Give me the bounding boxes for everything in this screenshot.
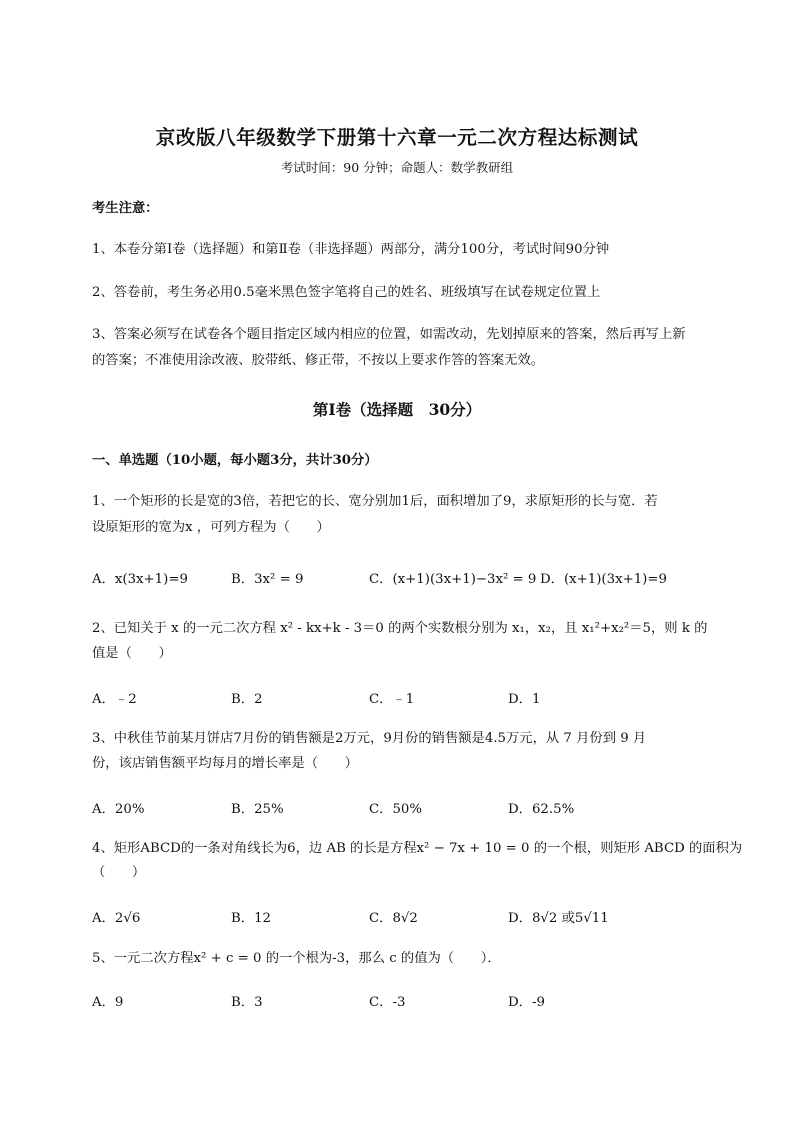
question-3-line-2: 份，该店销售额平均每月的增长率是（ ） [92,756,358,771]
question-3-option-c[interactable]: C．50% [369,802,423,817]
question-2-line-1: 2、已知关于 x 的一元二次方程 x² - kx+k - 3＝0 的两个实数根分别为 x₁，x₂，且 x₁²+x₂²＝5，则 k 的 [92,621,708,636]
question-1-option-d[interactable]: D．(x+1)(3x+1)=9 [540,572,667,587]
question-5-option-c[interactable]: C．-3 [369,995,406,1010]
notice-item-3: 3、答案必须写在试卷各个题目指定区域内相应的位置，如需改动，先划掉原来的答案，然后再写上新 [92,327,686,342]
question-3-option-a[interactable]: A．20% [92,802,145,817]
section-title: 第Ⅰ卷（选择题 30分） [312,400,482,419]
question-4-line-1: 4、矩形ABCD的一条对角线长为6，边 AB 的长是方程x² − 7x + 10 = 0 的一个根，则矩形 ABCD 的面积为 [92,841,743,856]
notice-item-3-cont: 的答案；不准使用涂改液、胶带纸、修正带，不按以上要求作答的答案无效。 [92,353,545,368]
question-3-option-b[interactable]: B．25% [231,802,284,817]
question-5-option-b[interactable]: B．3 [231,995,263,1010]
question-4-option-c[interactable]: C．8√2 [369,911,418,926]
question-4-option-b[interactable]: B．12 [231,911,271,926]
question-1-line-2: 设原矩形的宽为x ，可列方程为（ ） [92,520,330,535]
question-2-option-b[interactable]: B．2 [231,692,263,707]
page-title: 京改版八年级数学下册第十六章一元二次方程达标测试 [155,126,639,149]
question-2-option-d[interactable]: D．1 [508,692,541,707]
notice-item-2: 2、答卷前，考生务必用0.5毫米黑色签字笔将自己的姓名、班级填写在试卷规定位置上 [92,285,601,300]
question-1-option-c[interactable]: C．(x+1)(3x+1)−3x² = 9 [369,572,537,587]
question-4-option-d[interactable]: D．8√2 或5√11 [508,911,609,926]
question-4-option-a[interactable]: A．2√6 [92,911,141,926]
question-1-line-1: 1、一个矩形的长是宽的3倍，若把它的长、宽分别加1后，面积增加了9，求原矩形的长与宽．若 [92,494,658,509]
part-heading: 一、单选题（10小题，每小题3分，共计30分） [92,453,378,468]
question-3-option-d[interactable]: D．62.5% [508,802,575,817]
question-5-option-d[interactable]: D．-9 [508,995,545,1010]
notice-item-1: 1、本卷分第Ⅰ卷（选择题）和第Ⅱ卷（非选择题）两部分，满分100分，考试时间90分钟 [92,242,610,257]
question-4-line-2: （ ） [92,865,146,880]
question-5-line-1: 5、一元二次方程x² + c = 0 的一个根为-3，那么 c 的值为（ ）． [92,951,501,966]
exam-info: 考试时间：90 分钟；命题人：数学教研组 [280,160,514,175]
question-2-option-a[interactable]: A．﹣2 [92,692,137,707]
question-2-line-2: 值是（ ） [92,646,172,661]
question-1-option-b[interactable]: B．3x² = 9 [231,572,304,587]
question-3-line-1: 3、中秋佳节前某月饼店7月份的销售额是2万元，9月份的销售额是4.5万元，从 7 月份到 9 月 [92,731,647,746]
question-2-option-c[interactable]: C．﹣1 [369,692,415,707]
question-5-option-a[interactable]: A．9 [92,995,124,1010]
question-1-option-a[interactable]: A．x(3x+1)=9 [92,572,188,587]
notice-heading: 考生注意： [92,201,159,216]
